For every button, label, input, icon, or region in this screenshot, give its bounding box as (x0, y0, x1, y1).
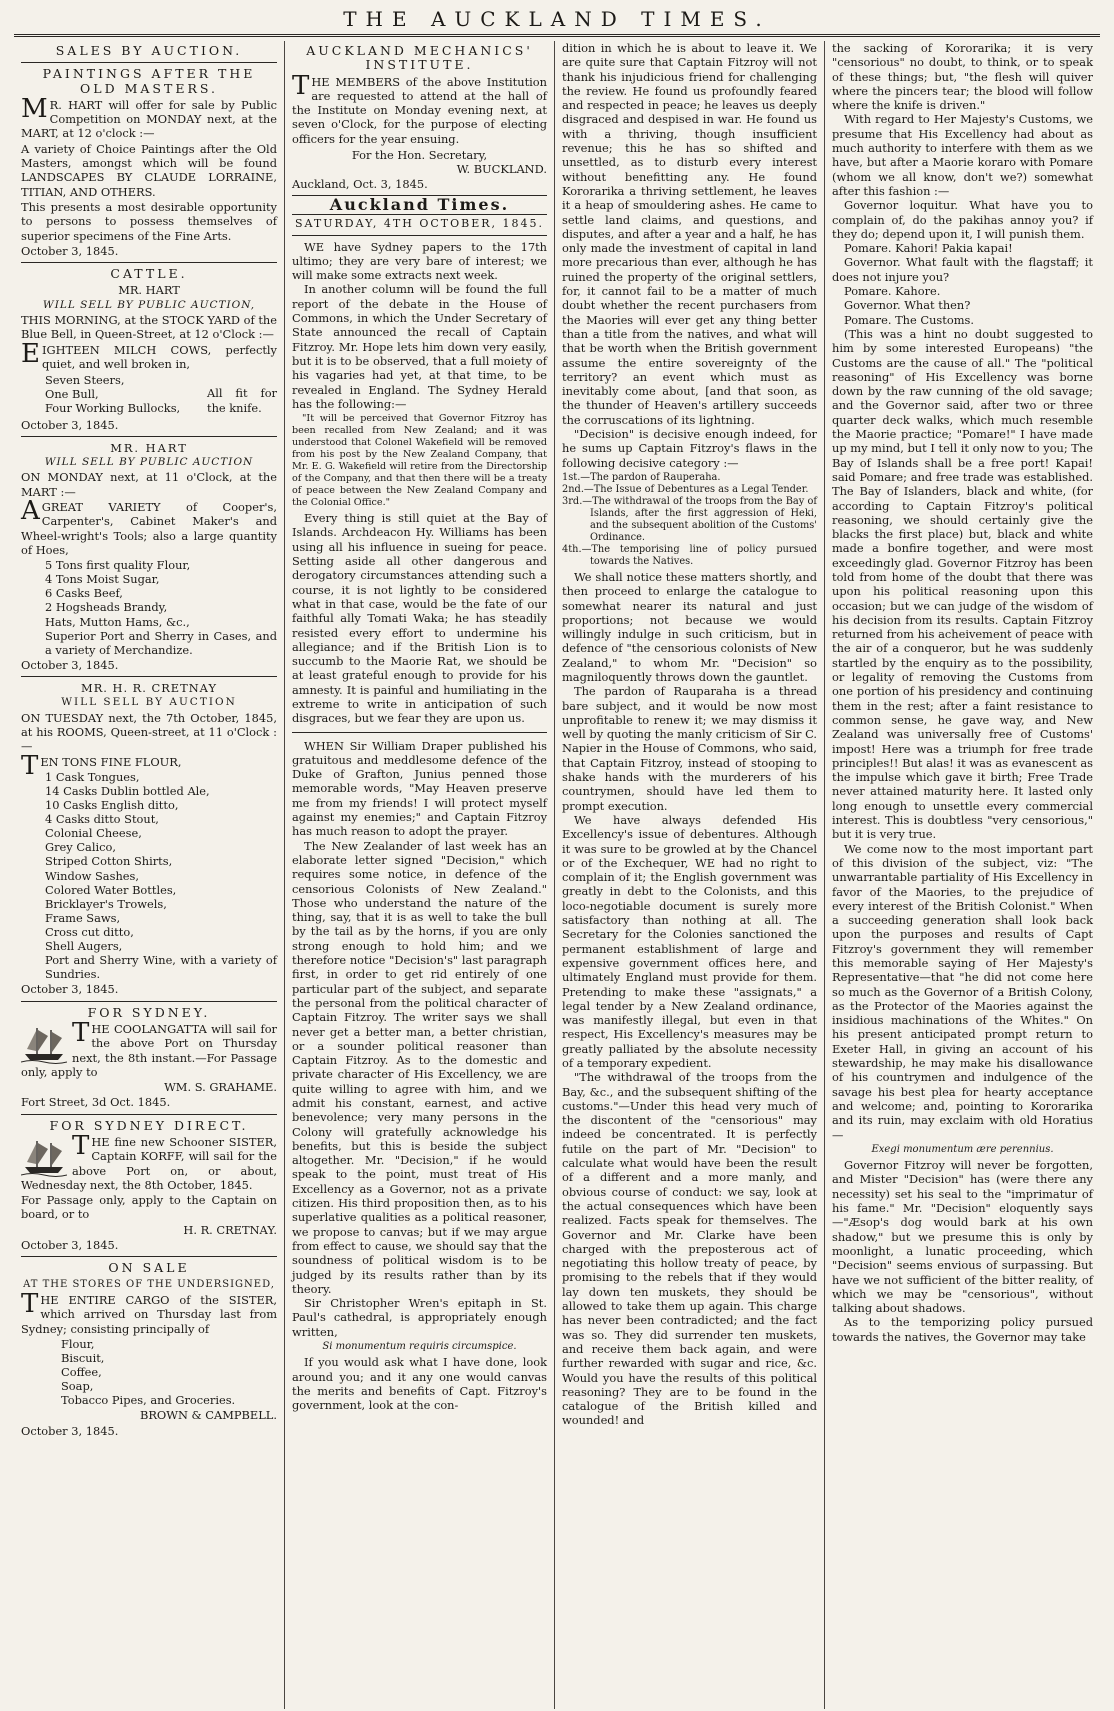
paragraph: Sir Christopher Wren's epitaph in St. Paul's cathedral, is appropriately enough written, (292, 1296, 547, 1339)
ad-lead: TEN TONS FINE FLOUR, (21, 750, 182, 781)
ad-body: MR. HART will offer for sale by Public Competition on MONDAY next, at the MART, at 12 o'clock :— (21, 93, 277, 141)
list-item: 14 Casks Dublin bottled Ale, (45, 784, 210, 799)
list-item: 4th.—The temporising line of policy pursued towards the Natives. (562, 543, 817, 567)
ad-date: Fort Street, 3d Oct. 1845. (21, 1095, 171, 1110)
notice-title: AUCKLAND MECHANICS' INSTITUTE. (306, 43, 533, 73)
paragraph: WHEN Sir William Draper published his gratuitous and meddlesome defence of the Duke of Grafton, Junius penned those memorable words, "May Heaven preserve me from my friends! I will protect myself against my enemies;" and Captain Fitzroy has much reason to adopt the prayer. (292, 738, 547, 839)
paper-title: Auckland Times. (292, 195, 547, 215)
masthead: THE AUCKLAND TIMES. (343, 7, 771, 31)
latin-motto: Exegi monumentum ære perennius. (871, 1143, 1054, 1155)
list-item: Colonial Cheese, (45, 826, 142, 841)
paragraph: We have always defended His Excellency's issue of debentures. Although it was sure to be growled at by the Chancel or of the Exchequer, WE had no right to complain of it; the English government was greatly in debt to the Colonists, and this loco-negotiable document is surely more satisfactory than nothing at all. The Secretary for the Colonies sanctioned the permanent establishment of large and expensive government offices here, and ultimately England must provide for them. Pretending to make these "assignats," a legal tender by a New Zealand ordinance, was manifestly illegal, but even in that respect, His Excellency's measures may be greatly palliated by the absolute necessity of a temporary expedient. (562, 812, 817, 1070)
column-1-advertisements (14, 41, 284, 1709)
dialogue-line: Governor loquitur. What have you to complain of, do the pakihas annoy you? if they do; depend upon it, I will punish them. (832, 198, 1093, 241)
dialogue-line: Pomare. Kahori! Pakia kapai! (844, 241, 1013, 256)
list-item: Port and Sherry Wine, with a variety of Sundries. (45, 953, 277, 982)
section-title: SALES BY AUCTION. (55, 43, 243, 58)
editorial-continued (562, 41, 817, 1428)
ad-seller: MR. HART (110, 440, 188, 455)
notice-signature: W. BUCKLAND. (456, 162, 547, 177)
ship-icon (21, 1024, 67, 1064)
list-item: Bricklayer's Trowels, (45, 896, 167, 911)
ad-body: A variety of Choice Paintings after the Old Masters, amongst which will be found LANDSCAPES BY CLAUDE LORRAINE, TITIAN, AND OTHERS. (21, 141, 277, 199)
paragraph: With regard to Her Majesty's Customs, we presume that His Excellency had about as much authority to interfere with them as we have, but after a Maorie koraro with Pomare (whom we all know, don't we?) somewhat after this fashion :— (832, 112, 1093, 198)
ad-will-sell: WILL SELL BY PUBLIC AUCTION, (42, 298, 256, 311)
paragraph: (This was a hint no doubt suggested to him by some interested Europeans) "the Customs are the cause of all." The "political reasoning" of His Excellency was borne down by the raw cunning of the old savage; and the Governor said, after two or three quarter deck walks, which much resemble the Maorie practice; "Pomare!" I have made up my mind, but I tell it only now to you; The Bay of Islands shall be a free port! Kapai! said Pomare; and free trade was established. The Bay of Islanders, black and white, (for according to Captain Fitzroy's political reasoning, we should certainly give the blacks the first place) but, black and white made a bonfire together, and were most exceedingly glad. Governor Fitzroy has been told from home of the doubt that there was upon his political reasoning upon this occasion; but we can judge of the wisdom of his decision from its results. Captain Fitzroy returned from his acheivement of peace with the air of a conqueror, but he was suddenly startled by the enquiry as to the possibility, or legality of removing the Customs from one portion of his presidency and continuing them in the rest; after a faint resistance to common sense, he gave way, and New Zealand was universally free of Customs' impost! Here was a triumph for free trade principles!! But alas! it was as evanescent as the impulse which gave it birth; Free Trade never attained maturity here. It lasted only long enough to unsettle every commercial interest. This is doubtless "very censorious," but it is very true. (832, 326, 1093, 842)
list-item: Cross cut ditto, (45, 924, 134, 939)
paragraph: The New Zealander of last week has an elaborate letter signed "Decision," which requires some notice, in defence of the censorious Colonists of New Zealand." Those who understand the nature of the thing, say, that it is as well to take the bull by the tail as by the horns, if you are only strong enough to hold him; and we therefore notice "Decision's" last paragraph first, in order to get rid entirely of one particular part of the subject, and separate the personal from the political character of Captain Fitzroy. The writer says we shall never get a better man, a better christian, or a sounder political reasoner than Captain Fitzroy. As to the domestic and private character of His Excellency, we are quite willing to agree with him, and we admit his constant, earnest, and active benevolence; very many persons in the Colony will gratefully acknowledge his benefits, but this is beside the subject altogether. Mr. "Decision," if he would speak to the point, must treat of His Excellency as a Governor, not as a private citizen. His third proposition then, as to his superlative qualities as a political reasoner, we propose to canvas; but if we may argue from effect to cause, we should say that the soundness of political wisdom is to be judged by its results rather than by its theory. (292, 838, 547, 1296)
latin-motto: Si monumentum requiris circumspice. (322, 1341, 517, 1353)
list-item: 2 Hogsheads Brandy, (45, 600, 168, 615)
paragraph: "Decision" is decisive enough indeed, for he sums up Captain Fitzroy's flaws in the following decisive category :— (562, 427, 817, 470)
paragraph: WE have Sydney papers to the 17th ultimo; they are very bare of interest; we will make some extracts next week. (292, 239, 547, 283)
ad-lead: EIGHTEEN MILCH COWS, perfectly quiet, and well broken in, (21, 338, 277, 371)
paragraph: "The withdrawal of the troops from the Bay, &c., and the subsequent shifting of the customs."—Under this head very much of the discontent of the "censorious" may indeed be concentrated. It is perfectly futile on the part of Mr. "Decision" to calculate what would have been the result of a different and a more manly, and obvious course of conduct: we say, look at the actual consequences which have been realized. Facts speak for themselves. The Governor and Mr. Clarke have been charged with the preposterous act of negotiating this hollow treaty of peace, by promising to the rebels that if they would lay down ten muskets, they should be allowed to take them up again. This charge has never been contradicted; and the fact was so. They did surrender ten muskets, and receive them back again, and were further rewarded with sugar and rice, &c. Would you have the results of this political reasoning? They are to be found in the catalogue of the British killed and wounded! and (562, 1070, 817, 1428)
block-quote (292, 413, 547, 509)
list-item: Superior Port and Sherry in Cases, and a variety of Merchandize. (45, 628, 277, 657)
ad-title: FOR SYDNEY DIRECT. (49, 1117, 249, 1133)
ad-title: CATTLE. (110, 266, 188, 282)
list-item: 1st.—The pardon of Rauperaha. (562, 471, 721, 483)
ad-body: THE fine new Schooner SISTER, Captain KORFF, will sail for the above Port on, or about, Wednesday next, the 8th October, 1845. (21, 1131, 277, 1192)
list-item: 4 Tons Moist Sugar, (45, 572, 160, 587)
dialogue-line: Pomare. Kahore. (844, 284, 941, 299)
list-item: Seven Steers, (45, 373, 125, 388)
list-item: 10 Casks English ditto, (45, 798, 179, 813)
columns (14, 41, 1100, 1709)
dialogue-line: Governor. What fault with the flagstaff; it does not injure you? (832, 255, 1093, 284)
ad-date: October 3, 1845. (21, 243, 119, 258)
list-item: 5 Tons first quality Flour, (45, 558, 191, 573)
list-item: Flour, (61, 1336, 95, 1351)
ad-body: ON MONDAY next, at 11 o'Clock, at the MART :— (21, 470, 277, 499)
ad-seller: MR. HART (118, 283, 180, 298)
list-item: Soap, (61, 1379, 94, 1394)
notice-for: For the Hon. Secretary, (351, 148, 488, 163)
ad-for-sydney (21, 1006, 277, 1110)
column-2 (284, 41, 554, 1709)
list-item: 1 Cask Tongues, (45, 769, 140, 784)
dialogue-line: Governor. What then? (844, 298, 971, 313)
ad-title: ON SALE (108, 1260, 190, 1276)
ad-paintings (21, 67, 277, 258)
paragraph: Every thing is still quiet at the Bay of Islands. Archdeacon Hy. Williams has been using all his influence in sueing for peace. Setting aside all other dangerous and derogatory circumstances attending such a course, it is not lightly to be considered what in that case, would be the fate of our faithful ally Tomati Waka; he has steadily resisted every effort to undermine his allegiance; and if the British Lion is to succumb to the Maorie Rat, we should be at least grateful enough to provide for his amnesty. It is painful and humiliating in the extreme to write in anticipation of such disgraces, but we fear they are upon us. (292, 511, 547, 726)
list-item: 4 Casks ditto Stout, (45, 812, 159, 827)
ad-agent: WM. S. GRAHAME. (164, 1080, 277, 1095)
ad-will-sell: WILL SELL BY AUCTION (61, 696, 237, 709)
list-item: Tobacco Pipes, and Groceries. (61, 1393, 236, 1408)
ad-lead: AGREAT VARIETY of Cooper's, Carpenter's, Cabinet Maker's and Wheel-wright's Tools; also a large quantity of Hoes, (21, 496, 277, 557)
ad-agent: H. R. CRETNAY. (183, 1222, 277, 1237)
list-item: Frame Saws, (45, 910, 121, 925)
list-item: Coffee, (61, 1365, 102, 1380)
ad-date: October 3, 1845. (21, 1238, 119, 1253)
notice-date: Auckland, Oct. 3, 1845. (292, 176, 428, 191)
category-list (562, 472, 817, 568)
paragraph: The pardon of Rauparaha is a thread bare subject, and it would be now most unprofitable to renew it; we may dismiss it well by quoting the manly criticism of Sir C. Napier in the House of Commons, who said, that Captain Fitzroy, instead of stooping to shake hands with the murderers of his countrymen, should have led them to prompt execution. (562, 684, 817, 813)
paragraph: Governor Fitzroy will never be forgotten, and Mister "Decision" has (were there any necessity) set his seal to the "imprimatur of his fame." Mr. "Decision" eloquently says—"Æsop's dog would bark at his own shadow," but we presume this is only by moonlight, a lunatic proceeding, which "Decision" seems envious of surpassing. But have we not sufficient of the bitter reality, of which we may be "censorious", without talking about shadows. (832, 1158, 1093, 1316)
ad-agent: BROWN & CAMPBELL. (139, 1408, 277, 1423)
paragraph: dition in which he is about to leave it. We are quite sure that Captain Fitzroy will not thank his injudicious friend for challenging the review. He found us profoundly feared and respected in peace; he leaves us deeply disgraced and despised in war. He found us with a thriving, though insufficient revenue; this he has so shifted and unsettled, as to disturb every interest without benefitting any. He found Kororarika a thriving settlement, he leaves it a heap of smouldering ashes. He came to settle land claims, and questions, and disputes, and after a year and a half, he has only made the investment of capital in land more precarious than ever, although he has ruined the property of the original settlers, for, it cannot fail to be a matter of much doubt whether the recent purchasers from the Maories will ever get any thing better than a title from the natives, and what will that be worth when the British government assume the entire sovereignty of the territory? an event which must as inevitably come about, [and that soon, as the thunder of Heaven's artillery succeeds the corruscations of its lightning. (562, 41, 817, 427)
ad-date: October 3, 1845. (21, 1423, 119, 1438)
ad-flour (21, 681, 277, 996)
ad-on-sale (21, 1261, 277, 1438)
column-3 (554, 41, 824, 1709)
paragraph: We come now to the most important part of this division of the subject, viz: "The unwarrantable partiality of His Excellency in favor of the Maories, to the prejudice of every interest of the British Colonist." When a succeeding generation shall look back upon the purposes and results of Capt Fitzroy's government they will remember this memorable saying of Her Majesty's Representative—that "he did not come here so much as the Governor of a British Colony, as the Protector of the Maories against the insidious machinations of the Whites." On his present anticipated prompt return to Exeter Hall, in giving an account of his stewardship, he may make his disallowance of his countrymen and indulgence of the savage his best plea for hearty acceptance and welcome; and, pointing to Kororarika and its ruin, may exclaim with old Horatius— (832, 841, 1093, 1142)
quote-text: "It will be perceived that Governor Fitzroy has been recalled from New Zealand; and it was understood that Colonel Wakefield will be removed from his post by the New Zealand Company, that Mr. E. G. Wakefield will retire from the Directorship of the Company, and that then there will be a treaty of peace between the New Zealand Company and the Colonial Office." (292, 413, 547, 509)
paragraph: As to the temporizing policy pursued towards the natives, the Governor may take (832, 1315, 1093, 1344)
list-item: 6 Casks Beef, (45, 586, 123, 601)
paragraph: We shall notice these matters shortly, and then proceed to enlarge the catalogue to somewhat nearer its natural and just proportions; not because we would willingly indulge in such criticism, but in defence of "the censorious colonists of New Zealand," to whom Mr. "Decision" so magniloquently throws down the gauntlet. (562, 569, 817, 684)
column-4 (824, 41, 1100, 1709)
ad-title: PAINTINGS AFTER THE OLD MASTERS. (42, 66, 256, 96)
dateline: SATURDAY, 4TH OCTOBER, 1845. (292, 217, 547, 235)
ad-will-sell: WILL SELL BY PUBLIC AUCTION (44, 456, 254, 469)
ad-for-sydney-direct (21, 1119, 277, 1253)
list-item: Striped Cotton Shirts, (45, 854, 173, 869)
ad-body: THIS MORNING, at the STOCK YARD of the Blue Bell, in Queen-Street, at 12 o'Clock :— (21, 313, 277, 342)
paragraph: the sacking of Kororarika; it is very "censorious" no doubt, to think, or to speak of these things; but, "the flesh will quiver where the pincers tear; the blood will follow where the knife is driven." (832, 41, 1093, 113)
ad-date: October 3, 1845. (21, 982, 119, 997)
ad-body: THE ENTIRE CARGO of the SISTER, which arrived on Thursday last from Sydney; consisting principally of (21, 1288, 277, 1336)
list-item: Shell Augers, (45, 939, 123, 954)
ad-date: October 3, 1845. (21, 417, 119, 432)
ad-tools (21, 441, 277, 672)
ship-icon (21, 1137, 67, 1177)
ad-body: THE COOLANGATTA will sail for the above Port on Thursday next, the 8th instant.—For Passage only, apply to (21, 1017, 277, 1079)
ad-body: ON TUESDAY next, the 7th October, 1845, at his ROOMS, Queen-street, at 11 o'Clock :— (21, 710, 277, 754)
ad-date: October 3, 1845. (21, 657, 119, 672)
list-item: 2nd.—The Issue of Debentures as a Legal Tender. (562, 483, 809, 495)
ad-cattle (21, 267, 277, 432)
list-item: Four Working Bullocks, (45, 401, 181, 416)
masthead-rule (14, 34, 1100, 37)
list-item: Colored Water Bottles, (45, 882, 177, 897)
ad-body: This presents a most desirable opportunity to persons to possess themselves of superior specimens of the Fine Arts. (21, 199, 277, 243)
ad-title: FOR SYDNEY. (87, 1004, 211, 1020)
ad-note: All fit for the knife. (207, 386, 277, 415)
ad-subtitle: AT THE STORES OF THE UNDERSIGNED, (23, 1278, 275, 1290)
ad-seller: MR. H. R. CRETNAY (81, 681, 217, 696)
paragraph: In another column will be found the full report of the debate in the House of Commons, in which the Under Secretary of State announced the recall of Captain Fitzroy. Mr. Hope lets him down very easily, but it is to be observed, that a full moiety of his vagaries had yet, at that time, to be revealed in England. The Sydney Herald has the following:— (292, 282, 547, 411)
list-item: Grey Calico, (45, 840, 116, 855)
list-item: Window Sashes, (45, 868, 139, 883)
editorial (292, 240, 547, 1413)
list-item: One Bull, (45, 387, 99, 402)
list-item: Hats, Mutton Hams, &c., (45, 614, 190, 629)
paragraph: If you would ask what I have done, look around you; and it any one would canvas the merits and benefits of Capt. Fitzroy's government, look at the con- (292, 1355, 547, 1413)
editorial-continued (832, 41, 1093, 1344)
dialogue-line: Pomare. The Customs. (844, 312, 974, 327)
list-item: 3rd.—The withdrawal of the troops from the Bay of Islands, after the first aggression of Heki, and the subsequent abolition of the Customs' Ordinance. (562, 495, 817, 543)
list-item: Biscuit, (61, 1350, 105, 1365)
ad-body: For Passage only, apply to the Captain on board, or to (21, 1193, 277, 1222)
notice-body: THE MEMBERS of the above Institution are requested to attend at the hall of the Institute on Monday evening next, at seven o'Clock, for the purpose of electing officers for the year ensuing. (292, 70, 547, 146)
